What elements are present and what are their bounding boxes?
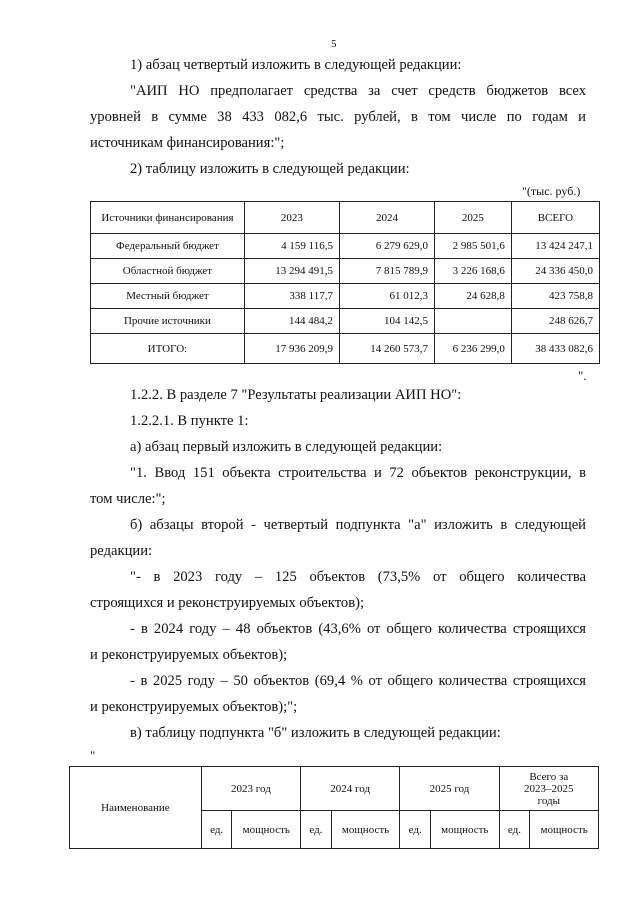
table-header-row (91, 202, 600, 234)
paragraph: - в 2025 году – 50 объектов (69,4 % от общего количества строящихся (130, 673, 586, 689)
table-header-cell: Источники финансирования (91, 202, 245, 234)
table-cell: 13 424 247,1 (511, 234, 599, 259)
table-cell: 24 628,8 (435, 284, 512, 309)
paragraph: 1) абзац четвертый изложить в следующей редакции: (130, 57, 462, 73)
table-header-cell: ВСЕГО (511, 202, 599, 234)
table-cell: 61 012,3 (339, 284, 434, 309)
table-cell: 4 159 116,5 (244, 234, 339, 259)
table-cell: 144 484,2 (244, 309, 339, 334)
table-total-row (91, 334, 600, 364)
table-header-cell: ед. (400, 811, 431, 849)
paragraph: строящихся и реконструируемых объектов); (90, 595, 364, 611)
paragraph: редакции: (90, 543, 153, 559)
paragraph: 2) таблицу изложить в следующей редакции: (130, 161, 410, 177)
unit-label: "(тыс. руб.) (522, 184, 581, 198)
table-header-cell: 2025 год (400, 767, 499, 811)
paragraph: источникам финансирования:"; (90, 135, 285, 151)
table-cell: 338 117,7 (244, 284, 339, 309)
paragraph: 1.2.2.1. В пункте 1: (130, 413, 249, 429)
table-cell: 38 433 082,6 (511, 334, 599, 364)
table-header-cell: мощность (431, 811, 500, 849)
paragraph: а) абзац первый изложить в следующей редакции: (130, 439, 443, 455)
paragraph: в) таблицу подпункта "б" изложить в следующей редакции: (130, 725, 501, 741)
table-cell: ИТОГО: (91, 334, 245, 364)
table-cell: 104 142,5 (339, 309, 434, 334)
page-number: 5 (331, 38, 337, 50)
table-header-cell: мощность (530, 811, 599, 849)
table-cell: 2 985 501,6 (435, 234, 512, 259)
table-cell: 17 936 209,9 (244, 334, 339, 364)
table-header-cell: 2024 (339, 202, 434, 234)
table-row (91, 259, 600, 284)
table-cell: Местный бюджет (91, 284, 245, 309)
table-cell: 14 260 573,7 (339, 334, 434, 364)
paragraph: 1.2.2. В разделе 7 "Результаты реализации АИП НО": (130, 387, 462, 403)
table-header-cell: ед. (201, 811, 232, 849)
closing-quote: ". (578, 368, 587, 383)
table-cell: 423 758,8 (511, 284, 599, 309)
objects-table (69, 766, 599, 849)
table-cell: 3 226 168,6 (435, 259, 512, 284)
table-cell: 24 336 450,0 (511, 259, 599, 284)
table-header-cell: мощность (331, 811, 400, 849)
table-row (91, 234, 600, 259)
table-header-cell: 2024 год (301, 767, 400, 811)
table-header-cell: ед. (301, 811, 332, 849)
paragraph: "АИП НО предполагает средства за счет средств бюджетов всех (130, 83, 586, 99)
paragraph: уровней в сумме 38 433 082,6 тыс. рублей, в том числе по годам и (90, 109, 586, 125)
table-header-cell: мощность (232, 811, 301, 849)
table-header-cell: 2023 год (201, 767, 300, 811)
paragraph: "- в 2023 году – 125 объектов (73,5% от общего количества (130, 569, 586, 585)
table-row (91, 309, 600, 334)
table-header-cell: 2023 (244, 202, 339, 234)
table-cell: 6 279 629,0 (339, 234, 434, 259)
table-header-cell: Всего за 2023–2025 годы (499, 767, 598, 811)
table-cell (435, 309, 512, 334)
table-header-cell: 2025 (435, 202, 512, 234)
table-header-cell: Наименование (70, 767, 202, 849)
opening-quote: " (90, 748, 96, 763)
table-cell: Федеральный бюджет (91, 234, 245, 259)
paragraph: том числе:"; (90, 491, 166, 507)
table-cell: 6 236 299,0 (435, 334, 512, 364)
table-cell: Областной бюджет (91, 259, 245, 284)
paragraph: б) абзацы второй - четвертый подпункта "а" изложить в следующей (130, 517, 586, 533)
table-cell: 7 815 789,9 (339, 259, 434, 284)
paragraph: "1. Ввод 151 объекта строительства и 72 объектов реконструкции, в (130, 465, 586, 481)
table-cell: 248 626,7 (511, 309, 599, 334)
table-cell: 13 294 491,5 (244, 259, 339, 284)
table-cell: Прочие источники (91, 309, 245, 334)
table-header-cell: ед. (499, 811, 530, 849)
paragraph: и реконструируемых объектов); (90, 647, 288, 663)
table-header-row (70, 767, 599, 811)
financing-table (90, 201, 600, 364)
paragraph: и реконструируемых объектов);"; (90, 699, 298, 715)
table-row (91, 284, 600, 309)
paragraph: - в 2024 году – 48 объектов (43,6% от общего количества строящихся (130, 621, 586, 637)
